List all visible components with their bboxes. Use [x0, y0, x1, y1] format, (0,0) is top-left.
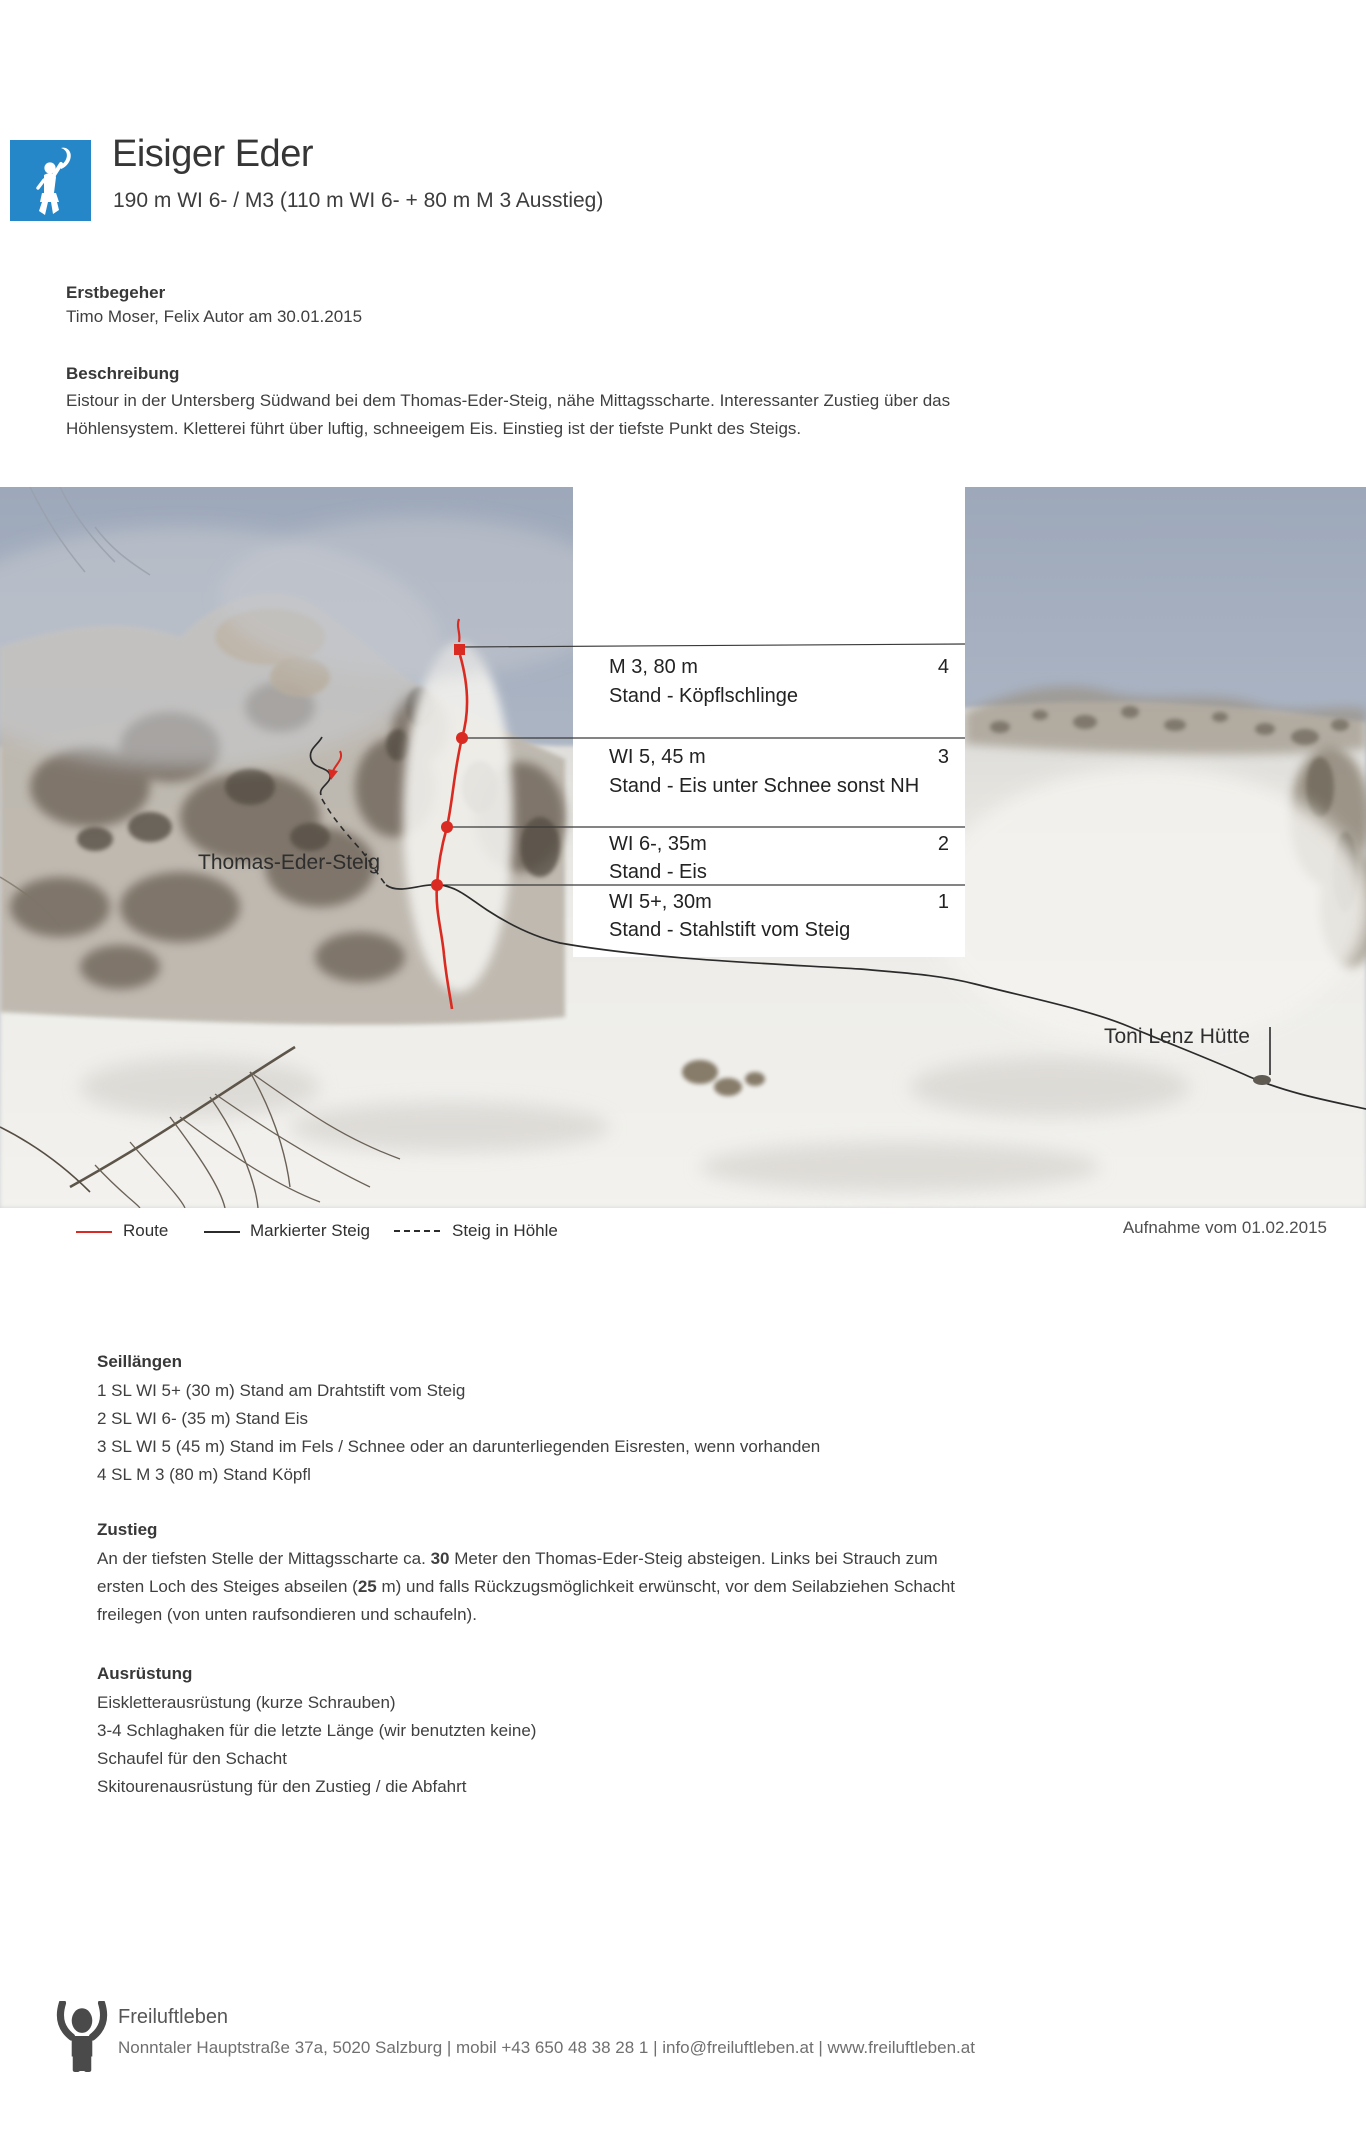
- zustieg-text: An der tiefsten Stelle der Mittagsscharte ca.: [97, 1549, 431, 1568]
- erstbegeher-text: Timo Moser, Felix Autor am 30.01.2015: [66, 307, 363, 326]
- legend-route-label: Route: [123, 1221, 169, 1240]
- belay-2-marker: [441, 821, 453, 833]
- pitch-list-line: 2 SL WI 6- (35 m) Stand Eis: [97, 1409, 308, 1428]
- zustieg-line: freilegen (von unten raufsondieren und schaufeln).: [97, 1605, 477, 1624]
- belay-1-marker: [431, 879, 443, 891]
- beschreibung-line: Höhlensystem. Kletterei führt über luftig, schneeigem Eis. Einstieg ist der tiefste Punkt des Steigs.: [66, 419, 802, 438]
- pitch-grade: WI 5, 45 m: [609, 746, 706, 768]
- zustieg-line: [97, 1545, 938, 1573]
- pitch-grade: WI 5+, 30m: [609, 891, 712, 913]
- route-grade-subtitle: 190 m WI 6- / M3 (110 m WI 6- + 80 m M 3 Ausstieg): [113, 189, 604, 212]
- zustieg-heading: Zustieg: [97, 1520, 158, 1539]
- legend-trail-label: Markierter Steig: [250, 1221, 370, 1240]
- climber-icon: [10, 140, 91, 221]
- pitch-belay: Stand - Köpflschlinge: [609, 685, 799, 707]
- beschreibung-line: Eistour in der Untersberg Südwand bei dem Thomas-Eder-Steig, nähe Mittagsscharte. Interessanter Zustieg über das: [66, 391, 951, 410]
- zustieg-line: [97, 1573, 955, 1601]
- erstbegeher-heading: Erstbegeher: [66, 283, 166, 302]
- footer-contact-line: Nonntaler Hauptstraße 37a, 5020 Salzburg | mobil +43 650 48 38 28 1 | info@freiluftleben.at | www.freiluftleben.at: [118, 2038, 975, 2057]
- belay-4-marker: [454, 644, 465, 655]
- legend-trail-line-sample: [204, 1231, 240, 1233]
- hut-label: Toni Lenz Hütte: [1104, 1025, 1250, 1048]
- pitch-grade: WI 6-, 35m: [609, 833, 707, 855]
- abseil-arrow: [328, 751, 341, 780]
- pitch-belay: Stand - Eis unter Schnee sonst NH: [609, 775, 920, 797]
- zustieg-text: m) und falls Rückzugsmöglichkeit erwünscht, vor dem Seilabziehen Schacht: [376, 1577, 956, 1596]
- equipment-line: Eiskletterausrüstung (kurze Schrauben): [97, 1693, 396, 1712]
- pitch-grade: M 3, 80 m: [609, 656, 698, 678]
- seillaengen-heading: Seillängen: [97, 1352, 183, 1371]
- hut-mark: [1253, 1075, 1271, 1085]
- route-line: [431, 619, 468, 1009]
- beschreibung-heading: Beschreibung: [66, 364, 180, 383]
- pitch-list-line: 1 SL WI 5+ (30 m) Stand am Drahtstift vom Steig: [97, 1381, 466, 1400]
- pitch-number: 2: [937, 833, 949, 855]
- pitch-number: 1: [937, 891, 949, 913]
- equipment-line: Schaufel für den Schacht: [97, 1749, 287, 1768]
- pitch-number: 4: [937, 656, 949, 678]
- equipment-line: 3-4 Schlaghaken für die letzte Länge (wir benutzten keine): [97, 1721, 537, 1740]
- zustieg-text: Meter den Thomas-Eder-Steig absteigen. Links bei Strauch zum: [449, 1549, 938, 1568]
- equipment-line: Skitourenausrüstung für den Zustieg / die Abfahrt: [97, 1777, 467, 1796]
- legend-route-line-sample: [76, 1231, 112, 1233]
- brand-logo: [10, 140, 91, 221]
- pitch-list-line: 4 SL M 3 (80 m) Stand Köpfl: [97, 1465, 311, 1484]
- page-title: Eisiger Eder: [112, 133, 313, 175]
- pitch-list-line: 3 SL WI 5 (45 m) Stand im Fels / Schnee oder an darunterliegenden Eisresten, wenn vorhanden: [97, 1437, 821, 1456]
- pitch-belay: Stand - Stahlstift vom Steig: [609, 919, 851, 941]
- ausruestung-heading: Ausrüstung: [97, 1664, 193, 1683]
- footer-company-name: Freiluftleben: [118, 2006, 229, 2028]
- legend-cave-trail-sample: [394, 1230, 440, 1232]
- mountain-photo: [0, 487, 1366, 1208]
- belay-3-marker: [456, 732, 468, 744]
- pitch-number: 3: [937, 746, 949, 768]
- zustieg-bold-number: 30: [430, 1549, 450, 1568]
- trail-label: Thomas-Eder-Steig: [198, 851, 381, 874]
- pitch-belay: Stand - Eis: [609, 861, 707, 883]
- raised-arms-person-icon: [56, 2001, 108, 2073]
- footer-logo: [56, 2001, 108, 2078]
- legend-cave-trail-label: Steig in Höhle: [452, 1221, 558, 1240]
- zustieg-bold-number: 25: [357, 1577, 377, 1596]
- zustieg-text: ersten Loch des Steiges abseilen (: [97, 1577, 358, 1596]
- photo-date: Aufnahme vom 01.02.2015: [1122, 1218, 1327, 1237]
